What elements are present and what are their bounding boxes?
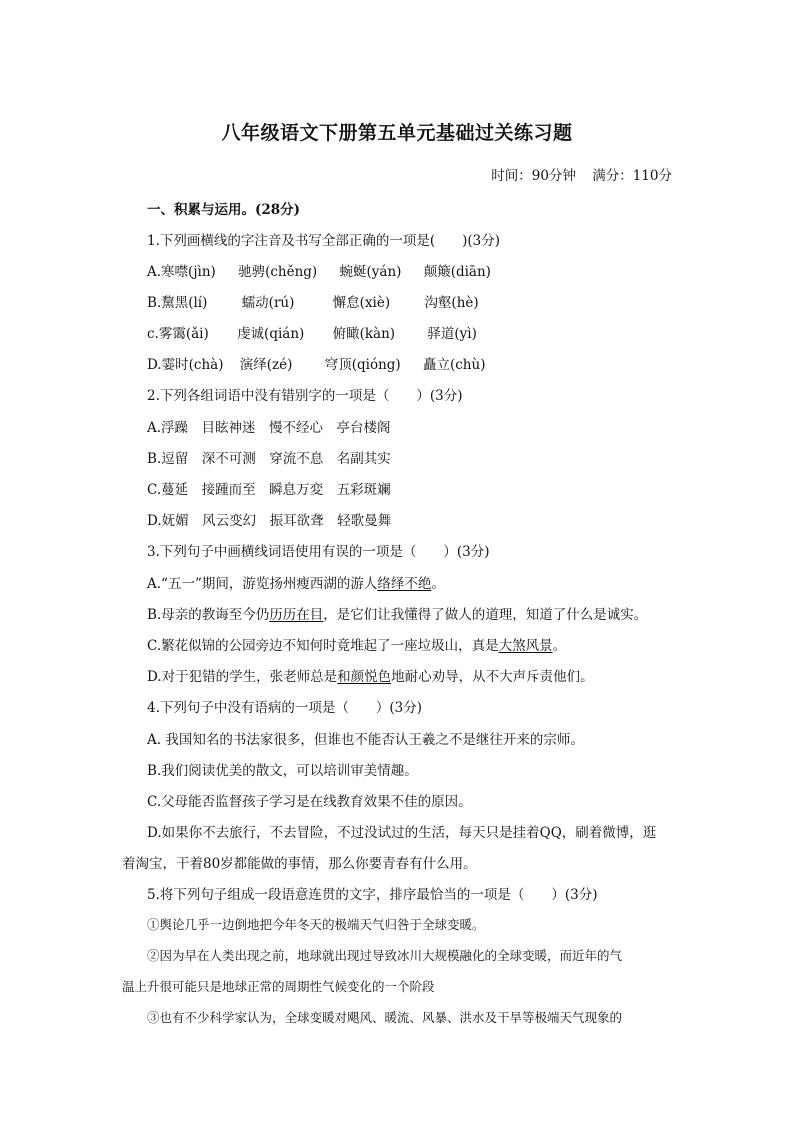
q3-stem: 3.下列句子中画横线词语使用有误的一项是（ ）(3分) [147, 544, 490, 560]
q4-option-b: B.我们阅读优美的散文，可以培训审美情趣。 [147, 763, 418, 779]
sentence-text: A.“五一”期间，游览扬州瘦西湖的游人 [147, 576, 378, 592]
option-item: 霎时(chà) [161, 357, 224, 373]
q5-sentence-3: ③也有不少科学家认为，全球变暖对飓风、暖流、风暴、洪水及干旱等极端天气现象的 [147, 1010, 623, 1025]
option-item: 懈怠(xiè) [332, 295, 391, 311]
sentence-text: 。 [431, 576, 445, 592]
q1-stem: 1.下列画横线的字注音及书写全部正确的一项是( )(3分) [147, 233, 501, 249]
q3-option-b [147, 603, 647, 623]
option-item: 驰骋(chěng) [238, 264, 318, 280]
option-item: 黧黑(lí) [161, 295, 208, 311]
full-score: 满分：110分 [592, 168, 672, 184]
q2-stem: 2.下列各组词语中没有错别字的一项是（ ）(3分) [147, 388, 463, 404]
option-label: D. [147, 357, 162, 373]
exam-meta [491, 164, 672, 184]
sentence-text: D.对于犯错的学生，张老师总是 [147, 669, 338, 685]
underlined-phrase: 大煞风景 [498, 638, 553, 654]
option-item: 俯瞰(kàn) [332, 326, 396, 342]
q2-option-b: B.逗留 深不可测 穿流不息 名副其实 [147, 451, 391, 467]
q1-option-c [147, 322, 477, 342]
time-limit: 时间：90分钟 [491, 168, 576, 184]
q2-option-d: D.妩媚 风云变幻 振耳欲聋 轻歌曼舞 [147, 513, 392, 529]
page-title: 八年级语文下册第五单元基础过关练习题 [221, 122, 573, 144]
option-item: 驿道(yì) [427, 326, 477, 342]
q4-option-c: C.父母能否监督孩子学习是在线教育效果不佳的原因。 [147, 794, 472, 810]
sentence-text: C.繁花似锦的公园旁边不知何时竟堆起了一座垃圾山，真是 [147, 638, 499, 654]
q2-option-a: A.浮躁 目眩神迷 慢不经心 亭台楼阁 [147, 420, 391, 436]
option-item: 沟壑(hè) [424, 295, 479, 311]
q3-option-c [147, 634, 566, 654]
section-heading: 一、积累与运用。(28分) [147, 202, 301, 218]
q4-option-d-line2: 着淘宝，干着80岁都能做的事情，那么你要青春有什么用。 [122, 856, 477, 872]
option-label: B. [147, 295, 162, 311]
q5-sentence-2-line1: ②因为早在人类出现之前，地球就出现过导致冰川大规模融化的全球变暖，而近年的气 [147, 948, 623, 963]
q5-sentence-2-line2: 温上升很可能只是地球正常的周期性气候变化的一个阶段 [122, 979, 435, 994]
option-item: 蠕动(rú) [241, 295, 295, 311]
option-item: 演绎(zé) [239, 357, 293, 373]
q2-option-c: C.蔓延 接踵而至 瞬息万変 五彩斑斓 [147, 482, 391, 498]
option-item: 颠簸(diān) [423, 264, 491, 280]
sentence-text: 地耐心劝导，从不大声斥责他们。 [391, 669, 594, 685]
q5-sentence-1: ①舆论几乎一边倒地把今年冬天的极端天气归咎于全球变暖。 [147, 917, 485, 932]
option-item: 虔诚(qián) [237, 326, 305, 342]
q1-option-b [147, 291, 479, 311]
underlined-phrase: 和颜悦色 [337, 669, 392, 685]
underlined-phrase: 络绎不绝 [377, 576, 432, 592]
q4-stem: 4.下列句子中没有语病的一项是（ ）(3分) [147, 700, 423, 716]
q3-option-d [147, 665, 594, 685]
underlined-phrase: 历历在目 [269, 607, 324, 623]
sentence-text: ，是它们让我懂得了做人的道理，知道了什么是诚实。 [323, 607, 648, 623]
option-item: 蜿蜒(yán) [339, 264, 402, 280]
q3-option-a [147, 572, 445, 592]
sentence-text: B.母亲的教诲至今仍 [147, 607, 270, 623]
q5-stem: 5.将下列句子组成一段语意连贯的文字，排序最恰当的一项是（ ）(3分) [147, 887, 598, 903]
option-label: A. [147, 264, 162, 280]
q4-option-a: A. 我国知名的书法家很多，但谁也不能否认王羲之不是继往开来的宗师。 [147, 732, 584, 748]
q4-option-d-line1: D.如果你不去旅行，不去冒险，不过没试过的生活，每天只是挂着QQ，刷着微博，逛 [147, 825, 657, 841]
sentence-text: 。 [552, 638, 567, 654]
option-item: 矗立(chù) [422, 357, 486, 373]
q1-option-d [147, 353, 485, 373]
option-label: c. [147, 326, 159, 342]
q1-option-a [147, 260, 491, 280]
option-item: 雾霭(ǎi) [158, 326, 209, 342]
option-item: 穹顶(qióng) [324, 357, 401, 373]
option-item: 寒噤(jìn) [161, 264, 216, 280]
